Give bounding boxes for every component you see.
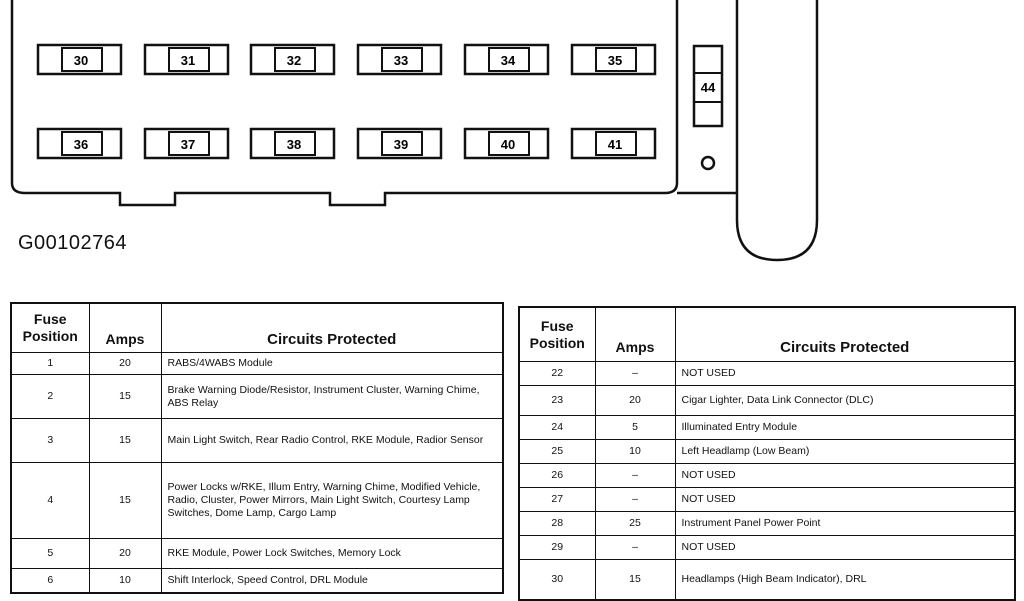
fuse-label: 38 — [286, 137, 302, 152]
table-row — [519, 560, 1015, 600]
cell-circuits: Brake Warning Diode/Resistor, Instrument Cluster, Warning Chime, ABS Relay — [161, 375, 503, 419]
header-text: Position — [529, 334, 585, 351]
panel-side-tab — [737, 0, 817, 260]
cell-circuits: Main Light Switch, Rear Radio Control, RKE Module, Radior Sensor — [161, 419, 503, 463]
header-amps: Amps — [89, 303, 161, 353]
table-row — [11, 463, 503, 539]
cell-amps: 15 — [89, 463, 161, 539]
cell-amps: – — [595, 362, 675, 386]
fuse — [145, 45, 228, 74]
cell-amps: – — [595, 488, 675, 512]
cell-circuits: Cigar Lighter, Data Link Connector (DLC) — [675, 386, 1015, 416]
cell-position: 24 — [519, 416, 595, 440]
table-row — [11, 353, 503, 375]
cell-amps: 10 — [595, 440, 675, 464]
table-row — [519, 416, 1015, 440]
cell-circuits: RABS/4WABS Module — [161, 353, 503, 375]
cell-circuits: Illuminated Entry Module — [675, 416, 1015, 440]
fuse-label: 32 — [286, 53, 302, 68]
fuse — [358, 129, 441, 158]
cell-amps: 5 — [595, 416, 675, 440]
table-row — [519, 536, 1015, 560]
fuse — [145, 129, 228, 158]
fuse — [465, 45, 548, 74]
table-header-row — [519, 307, 1015, 362]
cell-amps: 15 — [595, 560, 675, 600]
table-row — [519, 488, 1015, 512]
fuse-label: 39 — [393, 137, 409, 152]
table-header-row — [11, 303, 503, 353]
fuse-row-bottom — [38, 129, 655, 158]
cell-position: 27 — [519, 488, 595, 512]
table-row — [11, 375, 503, 419]
cell-position: 6 — [11, 569, 89, 593]
table-row — [519, 362, 1015, 386]
fuse-label: 41 — [607, 137, 623, 152]
fuse-label: 33 — [393, 53, 409, 68]
cell-circuits: NOT USED — [675, 362, 1015, 386]
cell-position: 4 — [11, 463, 89, 539]
cell-amps: – — [595, 536, 675, 560]
cell-amps: 15 — [89, 419, 161, 463]
fuse-panel-outline — [12, 0, 677, 205]
cell-position: 1 — [11, 353, 89, 375]
cell-amps: – — [595, 464, 675, 488]
header-text: Position — [22, 328, 78, 344]
fuse — [465, 129, 548, 158]
fuse — [251, 45, 334, 74]
header-circuits: Circuits Protected — [675, 307, 1015, 362]
cell-amps: 15 — [89, 375, 161, 419]
table-row — [11, 539, 503, 569]
cell-circuits: Left Headlamp (Low Beam) — [675, 440, 1015, 464]
fuse — [251, 129, 334, 158]
header-fuse-position — [519, 307, 595, 362]
header-text: Fuse — [33, 311, 67, 327]
cell-position: 22 — [519, 362, 595, 386]
fuse-label: 35 — [607, 53, 623, 68]
cell-circuits: NOT USED — [675, 536, 1015, 560]
fuse-row-top — [38, 45, 655, 74]
fuse — [38, 45, 121, 74]
table-row — [519, 440, 1015, 464]
table-row — [11, 569, 503, 593]
cell-circuits: NOT USED — [675, 488, 1015, 512]
cell-amps: 20 — [89, 353, 161, 375]
cell-circuits: Instrument Panel Power Point — [675, 512, 1015, 536]
cell-position: 5 — [11, 539, 89, 569]
cell-circuits: NOT USED — [675, 464, 1015, 488]
table-row — [519, 512, 1015, 536]
cell-circuits: Headlamps (High Beam Indicator), DRL — [675, 560, 1015, 600]
header-fuse-position — [11, 303, 89, 353]
cell-amps: 20 — [89, 539, 161, 569]
cell-circuits: RKE Module, Power Lock Switches, Memory Lock — [161, 539, 503, 569]
cell-position: 30 — [519, 560, 595, 600]
fuse-label: 30 — [73, 53, 89, 68]
cell-amps: 10 — [89, 569, 161, 593]
cell-position: 23 — [519, 386, 595, 416]
table-row — [519, 386, 1015, 416]
cell-amps: 25 — [595, 512, 675, 536]
fuse-panel-diagram — [0, 0, 1024, 300]
table-row — [519, 464, 1015, 488]
cell-position: 26 — [519, 464, 595, 488]
diagram-code: G00102764 — [18, 232, 128, 254]
fuse — [38, 129, 121, 158]
cell-position: 29 — [519, 536, 595, 560]
cell-position: 2 — [11, 375, 89, 419]
cell-position: 3 — [11, 419, 89, 463]
table-row — [11, 419, 503, 463]
fuse-label: 34 — [500, 53, 516, 68]
fuse-label: 31 — [180, 53, 196, 68]
fuse — [358, 45, 441, 74]
cell-circuits: Power Locks w/RKE, Illum Entry, Warning Chime, Modified Vehicle, Radio, Cluster, Power Mirrors, Main Light Switch, Courtesy Lamp Switches, Dome Lamp, Cargo Lamp — [161, 463, 503, 539]
header-amps: Amps — [595, 307, 675, 362]
fuse-label: 44 — [700, 80, 716, 95]
mounting-hole — [702, 157, 714, 169]
fuse-label: 36 — [73, 137, 89, 152]
cell-circuits: Shift Interlock, Speed Control, DRL Module — [161, 569, 503, 593]
cell-position: 25 — [519, 440, 595, 464]
fuse — [572, 129, 655, 158]
fuse-label: 37 — [180, 137, 196, 152]
fuse-table-left — [10, 302, 504, 594]
fuse-label: 40 — [500, 137, 516, 152]
header-text: Fuse — [540, 317, 574, 334]
fuse-table-right — [518, 306, 1016, 601]
fuse — [572, 45, 655, 74]
header-circuits: Circuits Protected — [161, 303, 503, 353]
cell-position: 28 — [519, 512, 595, 536]
cell-amps: 20 — [595, 386, 675, 416]
